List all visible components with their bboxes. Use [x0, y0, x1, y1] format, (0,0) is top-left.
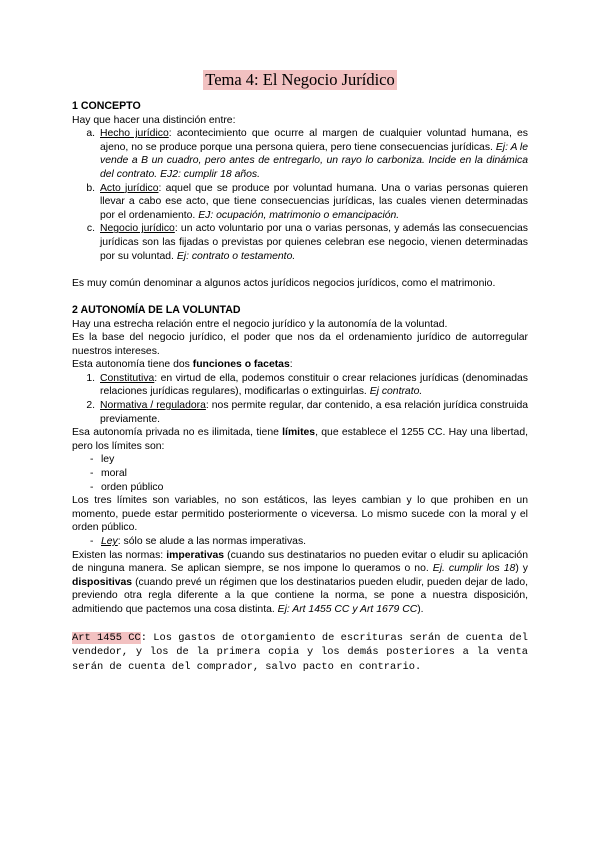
definition-text: : aquel que se produce por voluntad humana. Una o varias personas quieren llevar a cabo ese acto, que tiene consecuencias jurídicas, las cuales vienen determinadas por el ordenamiento. — [100, 182, 528, 221]
article-label: Art 1455 CC — [72, 631, 141, 644]
bold-dispositivas: dispositivas — [72, 576, 133, 588]
list-item: - ley — [72, 453, 528, 467]
list-item — [72, 222, 528, 263]
list-marker: c. — [86, 223, 95, 235]
list-marker: 2. — [86, 400, 95, 412]
term-acto-juridico: Acto jurídico — [100, 182, 159, 194]
section-1-closing: Es muy común denominar a algunos actos jurídicos negocios jurídicos, como el matrimonio. — [72, 277, 496, 289]
paragraph: Hay una estrecha relación entre el negocio jurídico y la autonomía de la voluntad. — [72, 318, 448, 330]
example-text: Ej contrato. — [369, 386, 423, 398]
paragraph: Esa autonomía privada no es ilimitada, tiene límites, que establece el 1255 CC. Hay una libertad, pero los límites son: — [72, 427, 528, 452]
example-text: EJ: ocupación, matrimonio o emancipación. — [198, 209, 400, 221]
list-item — [72, 127, 528, 181]
paragraph: Existen las normas: imperativas (cuando sus destinatarios no pueden evitar o eludir su aplicación de ninguna manera. Se aplican siempre, se nos impone lo queramos o no. Ej. cumplir los 18) y dispositivas (cuando prevé un régimen que los destinatarios pueden eludir, pueden dejar de lado, previendo otra regla diferente a la que contiene la norma, se pone a nuestra disposición, admitiendo que pactemos una cosa distinta. Ej: Art 1455 CC y Art 1679 CC). — [72, 549, 528, 615]
dash-marker: - — [90, 468, 94, 480]
bold-imperativas: imperativas — [166, 549, 225, 561]
term-constitutiva: Constitutiva — [100, 372, 155, 384]
bold-limites: límites — [282, 427, 316, 439]
list-item: - moral — [72, 467, 528, 481]
term-normativa: Normativa / reguladora — [100, 400, 206, 412]
dash-marker: - — [90, 454, 94, 466]
document-page — [72, 70, 528, 674]
example-text: Ej: A le vende a B un cuadro, pero antes de entregarlo, un rayo lo carboniza. Incide en la dinámica del contrato. EJ2: cumplir 18 años. — [100, 141, 528, 180]
term-negocio-juridico: Negocio jurídico — [100, 223, 175, 235]
bold-funciones: funciones o facetas — [192, 359, 290, 371]
definition-text: : acontecimiento que ocurre al margen de cualquier voluntad humana, es ajeno, no se produce porque una persona quiera, pero tiene consecuencias jurídicas. — [100, 128, 528, 153]
list-item: 1. Constitutiva: en virtud de ella, podemos constituir o crear relaciones jurídicas (denominadas relaciones jurídicas regulares), modificarlas o extinguirlas. Ej contrato. — [72, 372, 528, 399]
title-wrap — [72, 70, 528, 90]
list-item — [72, 182, 528, 223]
dash-marker: - — [90, 536, 94, 547]
document-title: Tema 4: El Negocio Jurídico — [205, 70, 395, 89]
term-hecho-juridico: Hecho jurídico — [100, 128, 169, 140]
article-quote — [72, 631, 528, 675]
list-item: - orden público — [72, 481, 528, 495]
list-marker: 1. — [86, 372, 95, 384]
paragraph: Los tres límites son variables, no son estáticos, las leyes cambian y lo que prohiben en un momento, puede estar permitido posteriormente o viceversa. Lo mismo sucede con la moral y el orden público. — [72, 495, 528, 534]
article-text: : Los gastos de otorgamiento de escrituras serán de cuenta del vendedor, y los de la primera copia y los demás posteriores a la venta serán de cuenta del comprador, salvo pacto en contrario. — [72, 631, 528, 673]
section-2-heading: 2 AUTONOMÍA DE LA VOLUNTAD — [72, 303, 241, 316]
section-1-intro: Hay que hacer una distinción entre: — [72, 114, 236, 126]
term-ley: Ley — [101, 536, 118, 547]
functions-list — [72, 372, 528, 426]
definition-text: : un acto voluntario por una o varias personas, y además las consecuencias jurídicas son las fijadas o previstas por quienes celebran ese negocio, vienen determinadas por su voluntad. — [100, 223, 528, 262]
list-item: 2. Normativa / reguladora: nos permite regular, dar contenido, a esa relación jurídica construida previamente. — [72, 399, 528, 426]
paragraph: Esta autonomía tiene dos funciones o facetas: — [72, 359, 293, 371]
example-text: Ej: contrato o testamento. — [176, 250, 296, 262]
list-item: - Ley: sólo se alude a las normas imperativas. — [72, 535, 528, 549]
section-1-heading: 1 CONCEPTO — [72, 100, 141, 112]
paragraph: Es la base del negocio jurídico, el poder que nos da el ordenamiento jurídico de autorregular nuestros intereses. — [72, 332, 528, 357]
list-marker: b. — [86, 182, 95, 194]
limits-list — [72, 453, 528, 494]
dash-marker: - — [90, 481, 94, 493]
concept-list — [72, 127, 528, 263]
list-marker: a. — [86, 128, 95, 140]
